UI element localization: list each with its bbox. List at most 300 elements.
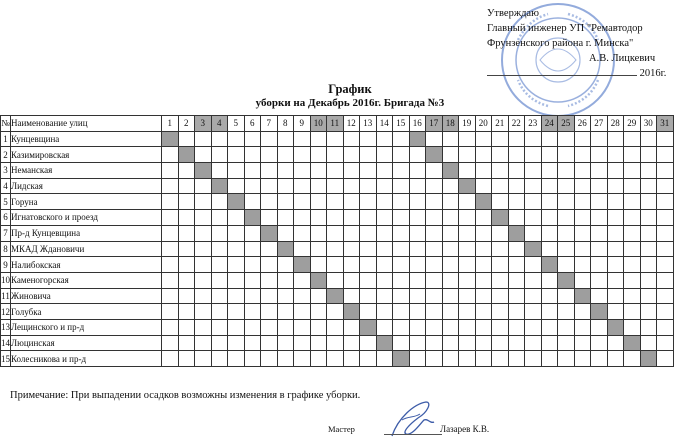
day-cell [591,335,608,351]
day-cell [624,147,641,163]
day-cell [607,257,624,273]
scheduled-cell [640,351,657,367]
day-cell [327,241,344,257]
day-cell [360,163,377,179]
row-number: 7 [1,225,11,241]
day-cell [541,131,558,147]
day-cell [426,210,443,226]
day-cell [360,225,377,241]
day-cell [310,225,327,241]
day-cell [591,194,608,210]
page-subtitle: уборки на Декабрь 2016г. Бригада №3 [255,97,445,109]
day-cell [657,147,674,163]
day-cell [343,351,360,367]
table-row [1,131,674,147]
day-cell [624,257,641,273]
signature-line [384,434,442,435]
day-cell [640,304,657,320]
day-cell [558,147,575,163]
day-cell [327,131,344,147]
column-header-day: 7 [261,116,278,132]
day-cell [261,351,278,367]
day-cell [261,257,278,273]
column-header-day: 5 [228,116,245,132]
day-cell [228,210,245,226]
day-cell [244,319,261,335]
day-cell [310,319,327,335]
day-cell [442,351,459,367]
day-cell [261,304,278,320]
day-cell [657,241,674,257]
scheduled-cell [426,147,443,163]
day-cell [211,131,228,147]
day-cell [640,178,657,194]
column-header-day: 14 [376,116,393,132]
day-cell [162,225,179,241]
street-name: Люцинская [11,335,162,351]
day-cell [261,319,278,335]
column-header-street: Наименование улиц [11,116,162,132]
day-cell [459,147,476,163]
day-cell [640,131,657,147]
day-cell [541,304,558,320]
day-cell [508,163,525,179]
day-cell [607,241,624,257]
day-cell [409,210,426,226]
day-cell [294,210,311,226]
day-cell [244,335,261,351]
day-cell [294,163,311,179]
day-cell [624,194,641,210]
day-cell [640,319,657,335]
day-cell [525,131,542,147]
row-number: 9 [1,257,11,273]
day-cell [261,335,278,351]
day-cell [624,163,641,179]
day-cell [393,288,410,304]
day-cell [558,225,575,241]
day-cell [376,319,393,335]
day-cell [541,241,558,257]
day-cell [376,351,393,367]
column-header-day: 9 [294,116,311,132]
day-cell [426,304,443,320]
day-cell [277,210,294,226]
day-cell [211,335,228,351]
day-cell [195,241,212,257]
column-header-day: 10 [310,116,327,132]
table-row [1,319,674,335]
scheduled-cell [261,225,278,241]
day-cell [475,304,492,320]
day-cell [640,210,657,226]
day-cell [591,257,608,273]
day-cell [360,178,377,194]
day-cell [393,304,410,320]
day-cell [178,272,195,288]
day-cell [277,351,294,367]
day-cell [459,257,476,273]
day-cell [360,131,377,147]
day-cell [657,288,674,304]
scheduled-cell [475,194,492,210]
table-row [1,147,674,163]
day-cell [277,288,294,304]
scheduled-cell [327,288,344,304]
day-cell [393,335,410,351]
day-cell [178,319,195,335]
day-cell [393,210,410,226]
day-cell [294,351,311,367]
day-cell [459,335,476,351]
day-cell [261,131,278,147]
day-cell [558,319,575,335]
day-cell [310,194,327,210]
day-cell [162,147,179,163]
day-cell [657,351,674,367]
day-cell [525,304,542,320]
day-cell [360,257,377,273]
day-cell [574,147,591,163]
day-cell [607,178,624,194]
day-cell [195,131,212,147]
day-cell [327,272,344,288]
day-cell [162,194,179,210]
scheduled-cell [211,178,228,194]
day-cell [558,335,575,351]
day-cell [525,163,542,179]
day-cell [310,351,327,367]
approval-block [487,6,666,81]
day-cell [574,210,591,226]
day-cell [393,272,410,288]
day-cell [360,241,377,257]
day-cell [607,131,624,147]
scheduled-cell [310,272,327,288]
day-cell [426,225,443,241]
day-cell [294,178,311,194]
day-cell [327,163,344,179]
scheduled-cell [409,131,426,147]
day-cell [525,351,542,367]
day-cell [591,163,608,179]
day-cell [228,304,245,320]
column-header-day: 11 [327,116,344,132]
day-cell [574,225,591,241]
day-cell [310,335,327,351]
day-cell [162,163,179,179]
day-cell [508,351,525,367]
day-cell [558,351,575,367]
table-row [1,225,674,241]
day-cell [558,241,575,257]
day-cell [211,257,228,273]
day-cell [343,335,360,351]
day-cell [591,288,608,304]
day-cell [376,178,393,194]
day-cell [343,194,360,210]
column-header-day: 1 [162,116,179,132]
day-cell [508,178,525,194]
row-number: 2 [1,147,11,163]
day-cell [508,131,525,147]
day-cell [228,163,245,179]
day-cell [409,335,426,351]
day-cell [228,241,245,257]
column-header-day: 29 [624,116,641,132]
day-cell [343,147,360,163]
day-cell [475,131,492,147]
day-cell [475,335,492,351]
day-cell [178,335,195,351]
day-cell [244,351,261,367]
day-cell [574,304,591,320]
day-cell [475,272,492,288]
day-cell [195,147,212,163]
street-name: Горуна [11,194,162,210]
day-cell [459,225,476,241]
day-cell [393,225,410,241]
column-header-number: № [1,116,11,132]
day-cell [409,241,426,257]
row-number: 8 [1,241,11,257]
day-cell [459,272,476,288]
day-cell [442,178,459,194]
column-header-day: 28 [607,116,624,132]
column-header-day: 25 [558,116,575,132]
street-name: Налибокская [11,257,162,273]
day-cell [195,210,212,226]
approval-line2: Главный инженер УП "Ремавтодор [487,23,643,34]
day-cell [343,163,360,179]
day-cell [162,241,179,257]
day-cell [492,319,509,335]
day-cell [558,304,575,320]
table-row [1,257,674,273]
day-cell [343,178,360,194]
day-cell [442,241,459,257]
day-cell [228,272,245,288]
day-cell [475,147,492,163]
day-cell [508,257,525,273]
day-cell [541,351,558,367]
day-cell [294,335,311,351]
day-cell [541,210,558,226]
day-cell [393,178,410,194]
scheduled-cell [541,257,558,273]
day-cell [244,163,261,179]
day-cell [178,210,195,226]
scheduled-cell [277,241,294,257]
day-cell [261,147,278,163]
day-cell [310,288,327,304]
day-cell [574,257,591,273]
day-cell [574,335,591,351]
day-cell [228,335,245,351]
day-cell [442,288,459,304]
day-cell [178,257,195,273]
scheduled-cell [591,304,608,320]
day-cell [162,319,179,335]
day-cell [508,304,525,320]
day-cell [624,319,641,335]
column-header-day: 6 [244,116,261,132]
day-cell [360,335,377,351]
column-header-day: 15 [393,116,410,132]
approval-line1: Утверждаю [487,8,539,19]
day-cell [277,304,294,320]
day-cell [409,178,426,194]
street-name: Жиновича [11,288,162,304]
day-cell [475,351,492,367]
day-cell [294,147,311,163]
day-cell [657,272,674,288]
day-cell [657,194,674,210]
day-cell [261,241,278,257]
day-cell [228,178,245,194]
day-cell [228,257,245,273]
day-cell [558,131,575,147]
table-row [1,210,674,226]
day-cell [624,178,641,194]
scheduled-cell [525,241,542,257]
row-number: 5 [1,194,11,210]
day-cell [376,225,393,241]
column-header-day: 23 [525,116,542,132]
approval-line3: Фрунзенского района г. Минска" [487,38,634,49]
day-cell [558,257,575,273]
day-cell [541,288,558,304]
day-cell [508,319,525,335]
day-cell [409,319,426,335]
day-cell [459,288,476,304]
day-cell [294,272,311,288]
column-header-day: 3 [195,116,212,132]
day-cell [657,163,674,179]
day-cell [162,304,179,320]
day-cell [640,272,657,288]
day-cell [178,225,195,241]
day-cell [211,210,228,226]
day-cell [475,178,492,194]
day-cell [211,194,228,210]
day-cell [261,210,278,226]
day-cell [244,304,261,320]
day-cell [244,272,261,288]
day-cell [360,304,377,320]
day-cell [607,304,624,320]
day-cell [591,272,608,288]
day-cell [442,335,459,351]
day-cell [228,131,245,147]
day-cell [541,319,558,335]
day-cell [591,178,608,194]
day-cell [376,210,393,226]
day-cell [525,257,542,273]
day-cell [376,163,393,179]
day-cell [624,288,641,304]
day-cell [607,194,624,210]
day-cell [360,194,377,210]
day-cell [558,163,575,179]
table-row [1,241,674,257]
scheduled-cell [492,210,509,226]
day-cell [459,304,476,320]
day-cell [376,288,393,304]
day-cell [492,304,509,320]
day-cell [525,210,542,226]
day-cell [508,147,525,163]
column-header-day: 17 [426,116,443,132]
day-cell [261,163,278,179]
column-header-day: 8 [277,116,294,132]
day-cell [574,194,591,210]
day-cell [525,319,542,335]
day-cell [426,319,443,335]
day-cell [277,194,294,210]
day-cell [195,225,212,241]
row-number: 3 [1,163,11,179]
day-cell [294,194,311,210]
day-cell [591,131,608,147]
day-cell [261,178,278,194]
approval-year: 2016г. [487,66,666,81]
approval-signer: А.В. Лицкевич [589,53,656,64]
day-cell [162,288,179,304]
day-cell [343,210,360,226]
day-cell [426,335,443,351]
day-cell [442,225,459,241]
schedule-table [0,115,674,367]
day-cell [525,335,542,351]
day-cell [195,257,212,273]
day-cell [409,257,426,273]
day-cell [591,241,608,257]
day-cell [310,241,327,257]
note: Примечание: При выпадении осадков возможны изменения в графике уборки. [10,390,361,401]
day-cell [178,178,195,194]
day-cell [426,257,443,273]
table-row [1,288,674,304]
day-cell [426,194,443,210]
day-cell [178,194,195,210]
day-cell [393,241,410,257]
day-cell [624,131,641,147]
day-cell [558,210,575,226]
day-cell [195,319,212,335]
day-cell [426,131,443,147]
street-name: Неманская [11,163,162,179]
day-cell [492,335,509,351]
day-cell [640,163,657,179]
street-name: Лещинского и пр-д [11,319,162,335]
day-cell [360,272,377,288]
day-cell [244,194,261,210]
day-cell [360,288,377,304]
day-cell [475,225,492,241]
day-cell [607,225,624,241]
column-header-day: 18 [442,116,459,132]
day-cell [574,163,591,179]
street-name: Колесникова и пр-д [11,351,162,367]
day-cell [640,335,657,351]
master-name: Лазарев К.В. [440,424,490,434]
row-number: 10 [1,272,11,288]
street-name: Лидская [11,178,162,194]
row-number: 6 [1,210,11,226]
scheduled-cell [244,210,261,226]
day-cell [640,194,657,210]
